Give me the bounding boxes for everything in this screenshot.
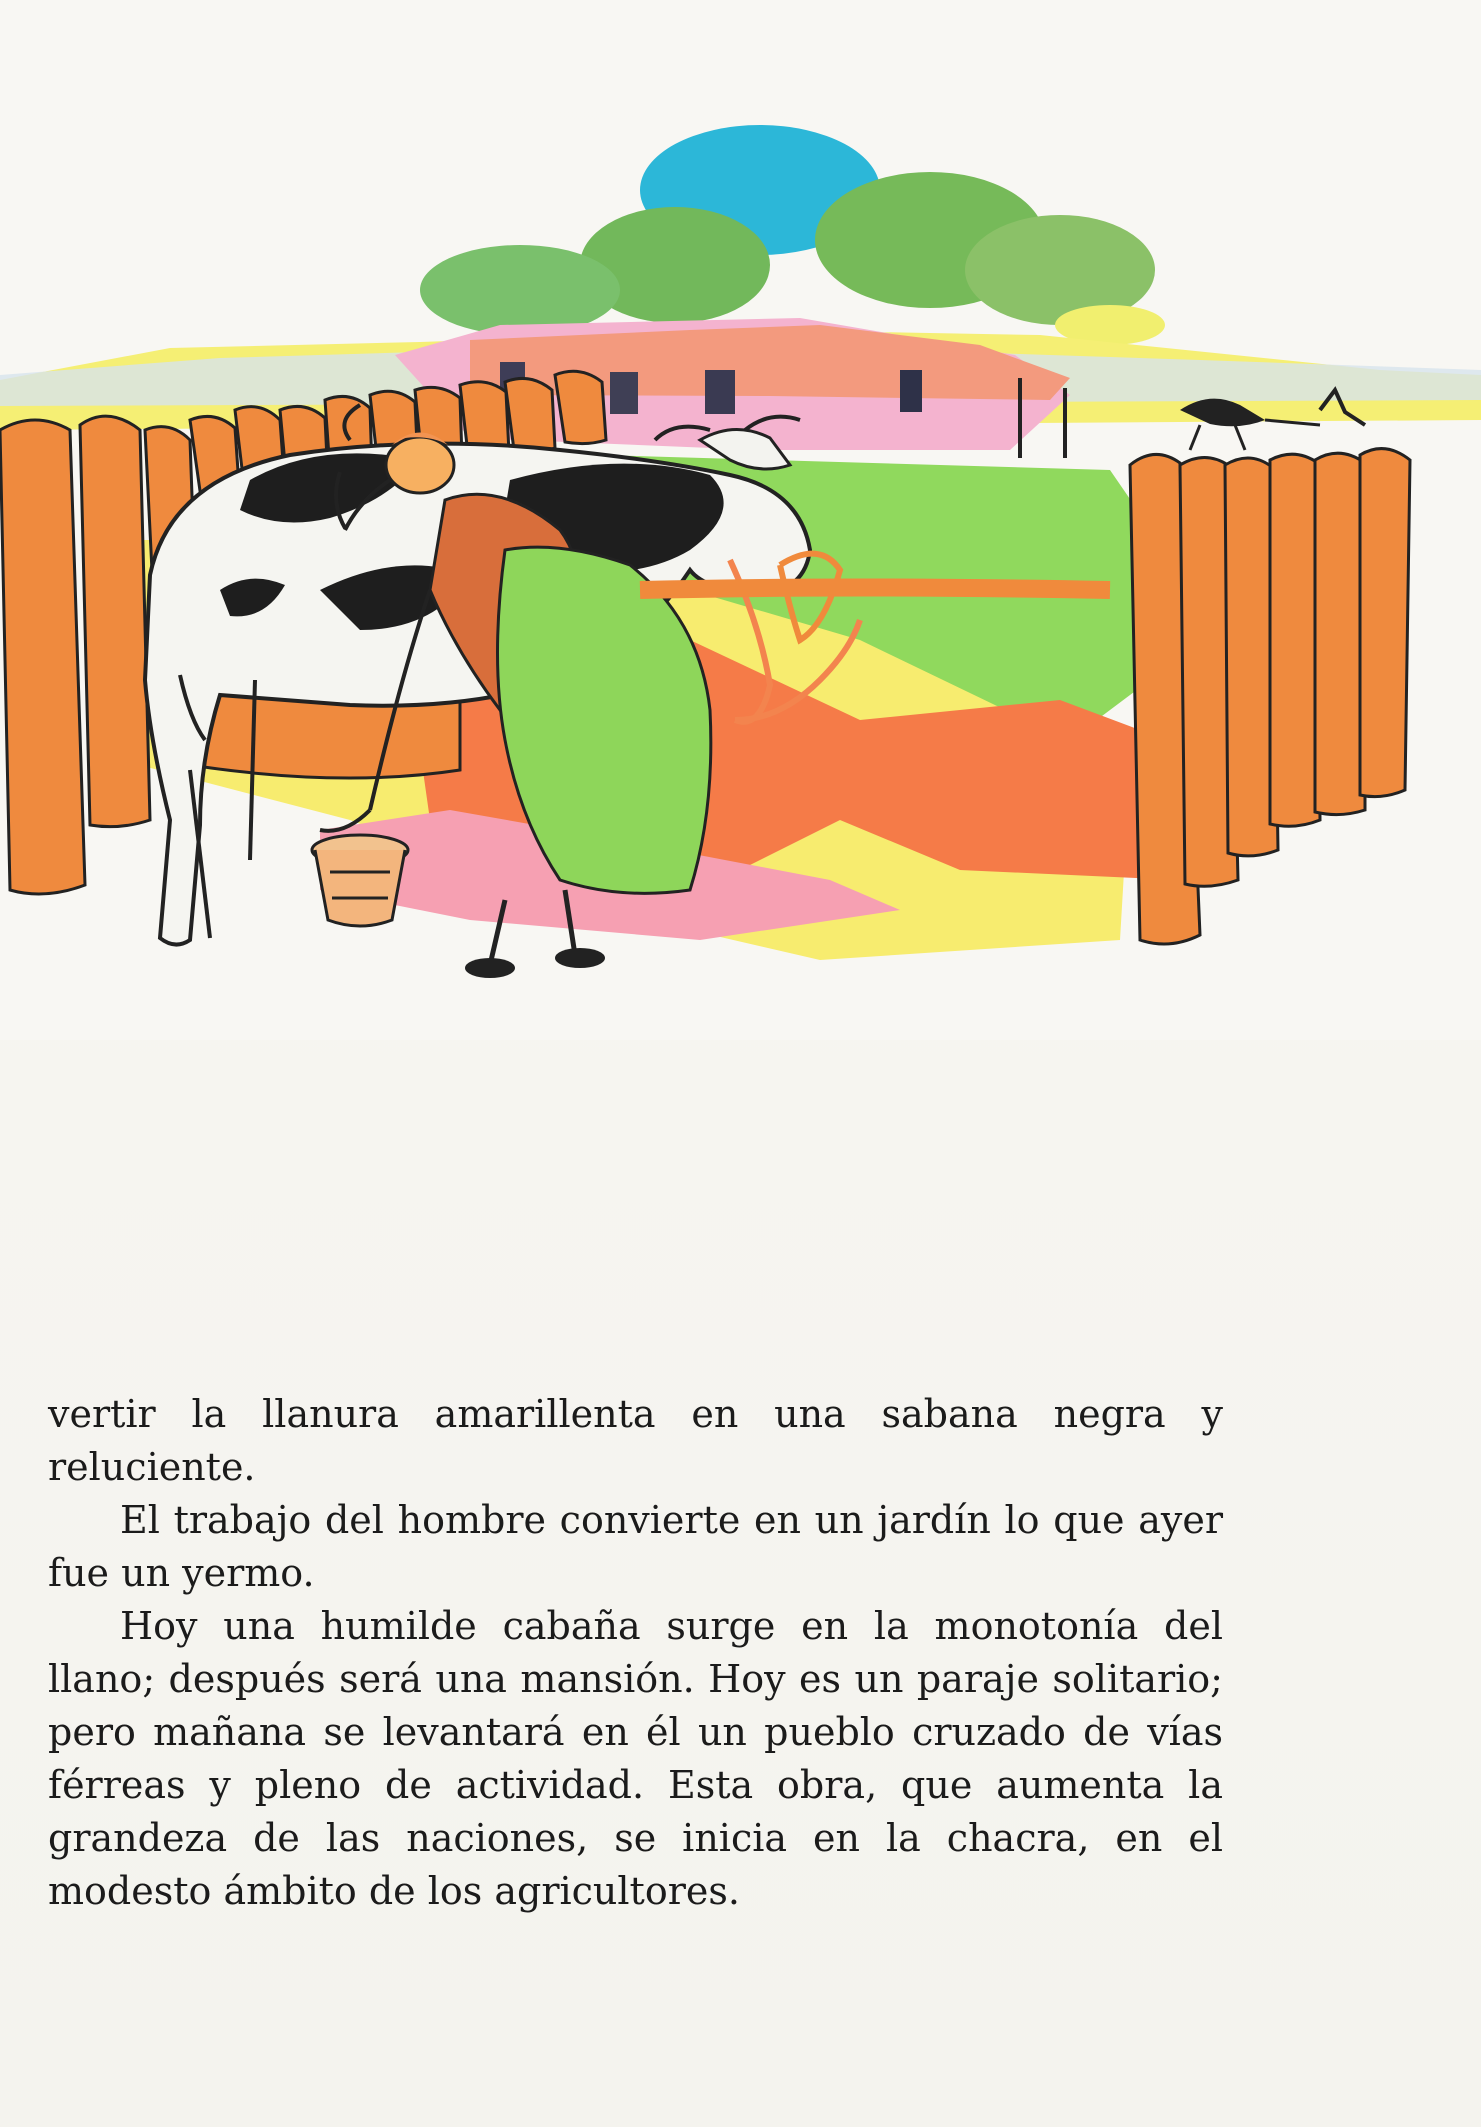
paragraph-1: vertir la llanura amarillenta en una sabana negra y reluciente. [48, 1392, 1223, 1489]
hitching-rail [640, 588, 1110, 591]
paragraph-3: Hoy una humilde cabaña surge en la monotonía del llano; después será una mansión. Hoy es un paraje solitario; pero mañana se levantará en él un pueblo cruzado de vías férreas y pleno de actividad. Esta obra, que aumenta la grandeza de las naciones, se inicia en la chacra, en el modesto ámbito de los agricultores. [48, 1604, 1223, 1913]
milk-bucket [312, 835, 408, 926]
paragraph-2: El trabajo del hombre convierte en un jardín lo que ayer fue un yermo. [48, 1498, 1223, 1595]
farm-illustration [0, 120, 1481, 1040]
body-text [48, 1388, 1223, 1918]
